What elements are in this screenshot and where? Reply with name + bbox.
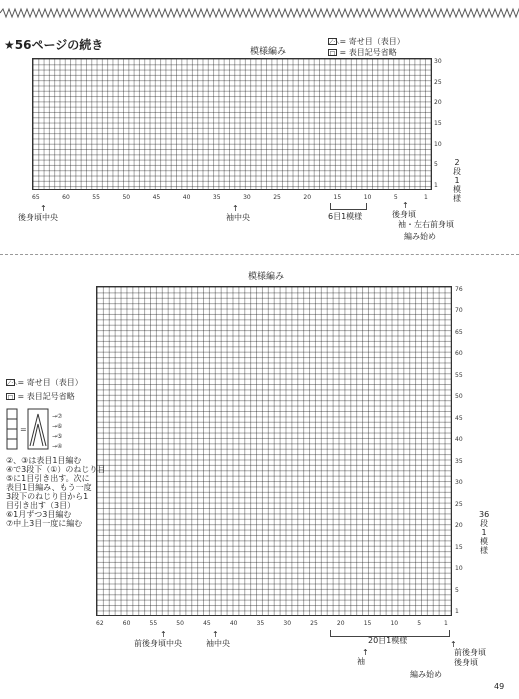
knit-symbol-icon: □ <box>329 50 336 57</box>
arrow-up-icon: ↑ <box>362 648 369 657</box>
chart2-title: 模様編み <box>248 272 285 282</box>
axis-tick: 76 <box>455 286 463 293</box>
chart1-repeat-rows: 2段1模様 <box>453 158 461 203</box>
instruction-line: ⑥1月ずつ3目編む <box>6 510 72 519</box>
axis-tick: 5 <box>393 194 398 201</box>
axis-tick: 20 <box>336 620 345 627</box>
chart2-legend-2: □ = 表目記号省略 <box>7 392 75 401</box>
arrow-up-icon: ↑ <box>402 201 409 210</box>
chart2-right-axis <box>455 286 469 616</box>
svg-text:→⑥: →⑥ <box>52 423 63 430</box>
axis-tick: 20 <box>455 522 463 530</box>
chart2-instructions <box>6 456 105 528</box>
chart2-bottom-axis <box>96 620 452 629</box>
chart1-right-axis <box>434 58 448 190</box>
axis-tick: 60 <box>62 194 70 201</box>
instruction-line: ⑦中上3目一度に編む <box>6 519 83 528</box>
chart1-repeat: 6目1模様 <box>328 212 363 221</box>
chart2-repeat-rows: 36段1模様 <box>479 510 490 555</box>
axis-tick: 35 <box>455 457 463 465</box>
continued-title: ★56ページの続き <box>4 38 104 52</box>
axis-tick: 60 <box>122 620 131 627</box>
axis-tick: 20 <box>434 99 442 107</box>
axis-tick: 50 <box>176 620 184 627</box>
axis-tick: 10 <box>455 565 463 573</box>
axis-tick: 10 <box>390 620 399 627</box>
svg-text:→⑤: →⑤ <box>52 433 63 440</box>
chart1-start: 編み始め <box>404 232 436 241</box>
svg-text:→④: →④ <box>52 443 63 450</box>
axis-tick: 20 <box>303 194 312 201</box>
instruction-line: ⑤に1目引き出す。次に <box>6 474 90 483</box>
axis-tick: 30 <box>434 58 442 65</box>
chart1-bottom-axis <box>32 194 432 203</box>
axis-tick: 5 <box>434 161 438 169</box>
axis-tick: 62 <box>96 620 104 627</box>
instruction-line: ②、③は表目1目編む <box>6 456 82 465</box>
axis-tick: 30 <box>243 194 251 201</box>
axis-tick: 35 <box>212 194 221 201</box>
decrease-symbol-icon: ⟋·⟍ <box>329 39 340 46</box>
chart2-front-back-center: 前後身頃中央 <box>134 639 182 648</box>
chart1-grid <box>32 58 432 190</box>
axis-tick: 40 <box>229 620 238 627</box>
arrow-up-icon: ↑ <box>212 630 219 639</box>
arrow-up-icon: ↑ <box>40 204 47 213</box>
chart2-repeat: 20目1模様 <box>368 636 408 645</box>
chart1-legend-2: □ = 表目記号省略 <box>329 48 397 57</box>
chart2-sleeve: 袖 <box>357 657 365 666</box>
axis-tick: 5 <box>455 586 459 594</box>
chart2-front-body: 前後身頃 <box>454 648 486 657</box>
axis-tick: 15 <box>363 620 372 627</box>
svg-text:→⑦: →⑦ <box>52 413 63 420</box>
axis-tick: 30 <box>455 479 463 487</box>
axis-tick: 1 <box>455 608 459 615</box>
chart2-legend-1: ⟋·⟍ = 寄せ目（表目） <box>7 378 83 387</box>
axis-tick: 40 <box>455 436 463 444</box>
axis-tick: 40 <box>182 194 191 201</box>
axis-tick: 1 <box>424 194 428 201</box>
axis-tick: 1 <box>434 182 438 189</box>
axis-tick: 45 <box>203 620 211 627</box>
axis-tick: 15 <box>434 120 442 127</box>
axis-tick: 65 <box>455 328 463 336</box>
chart1-sleeve-front: 袖・左右前身頃 <box>398 220 454 229</box>
border-zigzag <box>0 9 519 17</box>
axis-tick: 55 <box>149 620 158 627</box>
axis-tick: 5 <box>417 620 422 627</box>
chart2-back-body: 後身頃 <box>454 658 478 667</box>
axis-tick: 55 <box>455 371 463 379</box>
chart2-sleeve-center: 袖中央 <box>206 639 230 648</box>
axis-tick: 1 <box>444 620 448 627</box>
axis-tick: 15 <box>455 543 463 551</box>
arrow-up-icon: ↑ <box>232 204 239 213</box>
chart1-title: 模様編み <box>250 47 287 57</box>
axis-tick: 45 <box>455 414 463 422</box>
section-divider <box>0 254 519 255</box>
decrease-symbol-icon: ⟋·⟍ <box>7 380 18 387</box>
chart2-start: 編み始め <box>410 670 442 679</box>
arrow-up-icon: ↑ <box>160 630 167 639</box>
page-number: 49 <box>494 682 505 691</box>
svg-text:=: = <box>20 425 27 434</box>
instruction-line: 目引き出す（3目） <box>6 501 76 510</box>
axis-tick: 30 <box>283 620 292 627</box>
instruction-line: 3段下のねじり目から1 <box>6 492 89 501</box>
decorative-top-border <box>0 0 519 26</box>
axis-tick: 55 <box>92 194 100 201</box>
axis-tick: 60 <box>455 350 463 358</box>
axis-tick: 15 <box>333 194 342 201</box>
chart1-repeat-bracket <box>330 203 367 210</box>
axis-tick: 50 <box>122 194 131 201</box>
axis-tick: 25 <box>273 194 281 201</box>
stitch-diagram-icon <box>6 408 70 450</box>
knit-symbol-icon: □ <box>7 394 14 401</box>
instruction-line: ④で3段下（①）のねじり目 <box>6 465 106 474</box>
axis-tick: 10 <box>434 140 442 148</box>
axis-tick: 70 <box>455 307 463 315</box>
arrow-up-icon: ↑ <box>450 640 457 649</box>
chart1-back-body: 後身頃 <box>392 210 416 219</box>
axis-tick: 25 <box>434 78 442 86</box>
axis-tick: 10 <box>363 194 372 201</box>
axis-tick: 25 <box>455 500 463 508</box>
axis-tick: 65 <box>32 194 40 201</box>
chart1-sleeve-center: 袖中央 <box>226 213 250 222</box>
axis-tick: 45 <box>152 194 161 201</box>
axis-tick: 50 <box>455 393 463 401</box>
chart1-legend-1: ⟋·⟍ = 寄せ目（表目） <box>329 37 405 46</box>
instruction-line: 表目1目編み、もう一度 <box>6 483 92 492</box>
axis-tick: 25 <box>310 620 318 627</box>
chart1-back-center: 後身頃中央 <box>18 213 58 222</box>
chart2-grid <box>96 286 452 616</box>
axis-tick: 35 <box>256 620 265 627</box>
